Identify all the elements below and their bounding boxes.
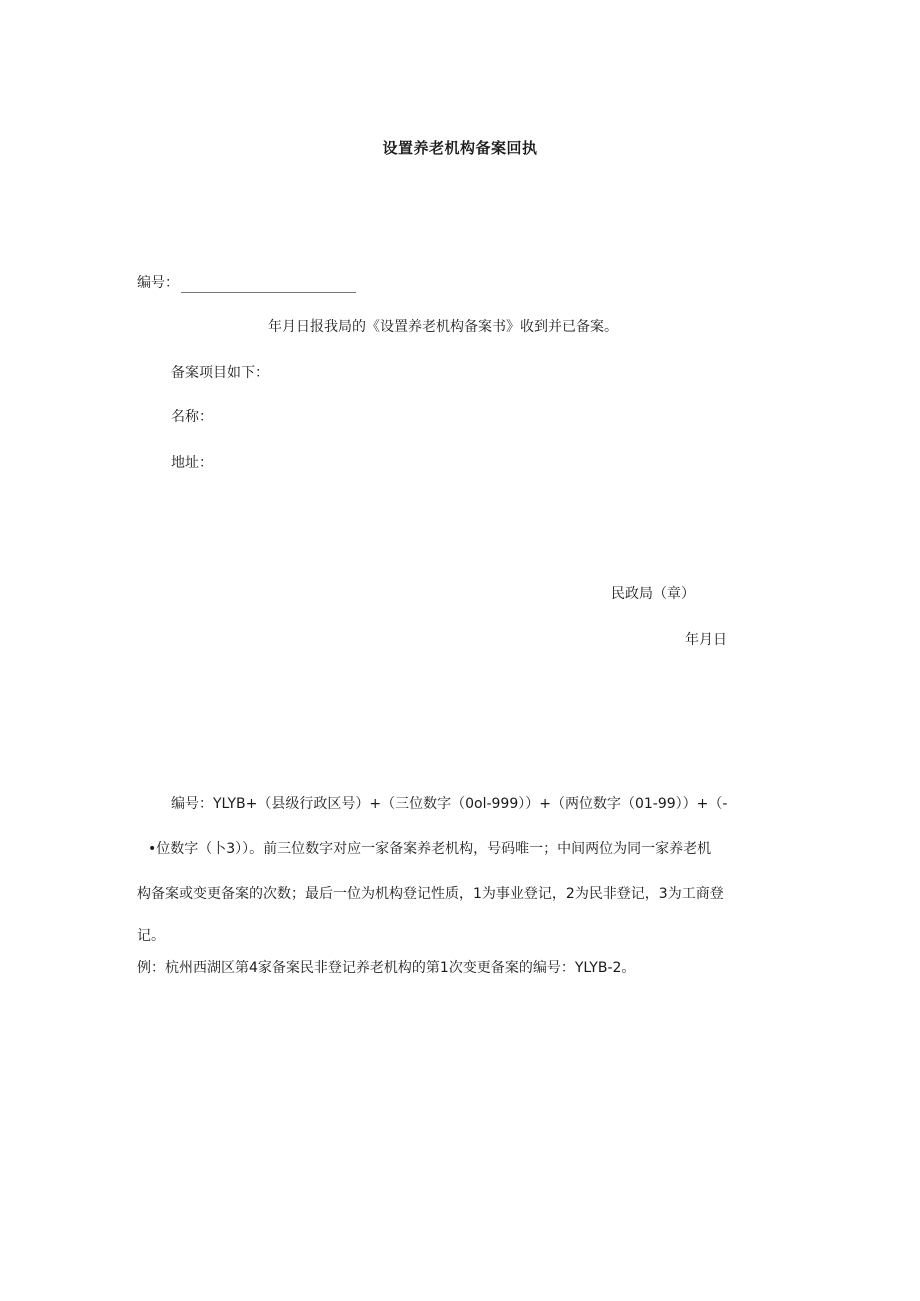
issue-date: 年月日: [685, 632, 727, 648]
name-label: 名称：: [171, 409, 213, 425]
numbering-rule-line-1: 编号：YLYB+（县级行政区号）+（三位数字（0ol-999））+（两位数字（01-99））+（-: [171, 796, 728, 812]
numbering-example: 例：杭州西湖区第4家备案民非登记养老机构的第1次变更备案的编号：YLYB-2。: [137, 960, 636, 976]
receipt-statement: 年月日报我局的《设置养老机构备案书》收到并已备案。: [268, 319, 618, 335]
numbering-rule-line-2: •位数字（卜3））。前三位数字对应一家备案养老机构，号码唯一；中间两位为同一家养老机: [148, 841, 712, 857]
numbering-rule-line-3: 构备案或变更备案的次数；最后一位为机构登记性质，1为事业登记，2为民非登记，3为工商登: [137, 886, 724, 902]
filing-items-heading: 备案项目如下：: [171, 365, 269, 381]
serial-number-label: 编号：: [137, 275, 179, 291]
issuer-seal: 民政局（章）: [611, 586, 695, 602]
serial-number-row: [137, 273, 356, 293]
address-label: 地址：: [171, 455, 213, 471]
document-title: 设置养老机构备案回执: [382, 139, 538, 157]
numbering-rule-line-4: 记。: [137, 928, 165, 944]
serial-number-blank: [181, 278, 356, 293]
